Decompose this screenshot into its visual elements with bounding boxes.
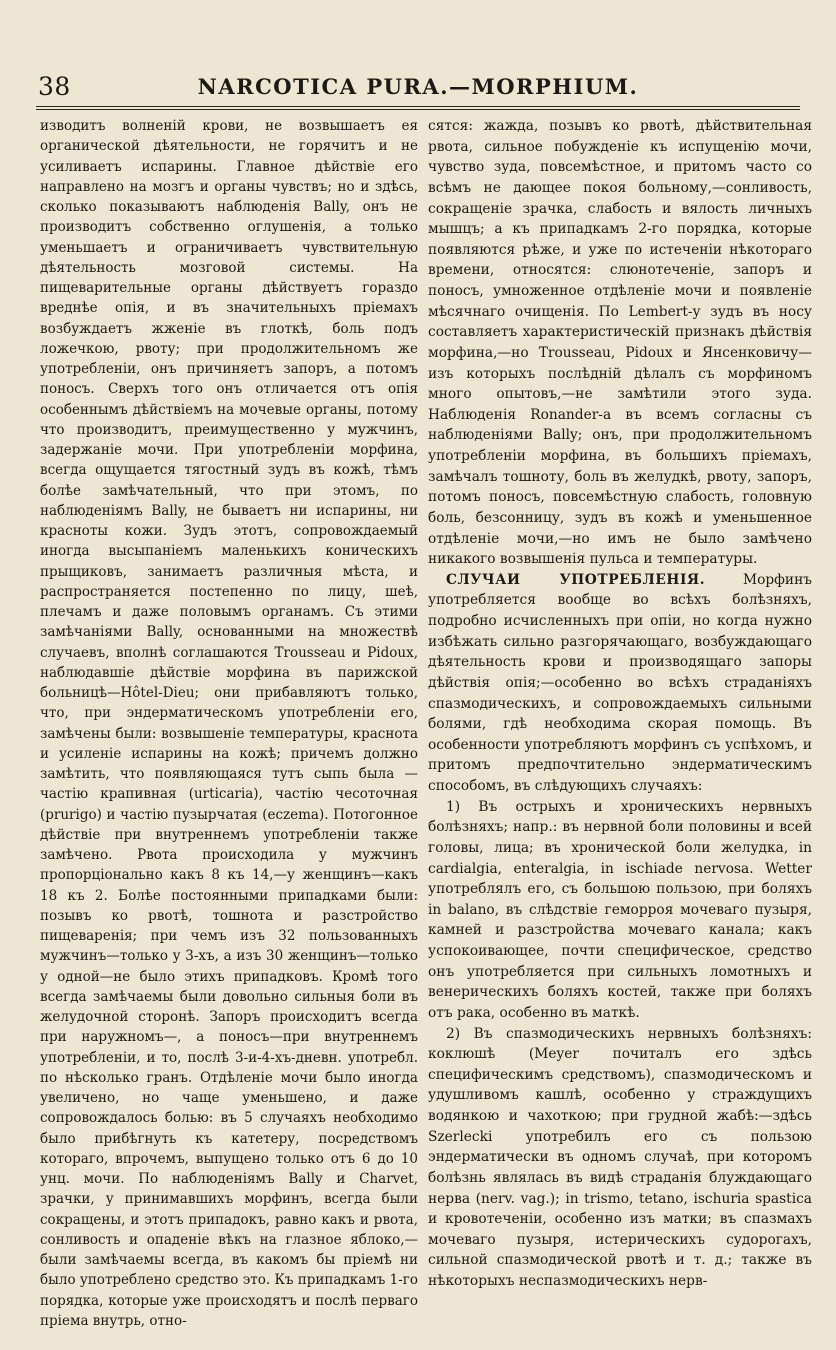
case-item-1: 1) Въ острыхъ и хроническихъ нервныхъ болѣзняхъ; напр.: въ нервной боли половины и всей головы, лица; въ хронической боли желудка, in cardialgia, enteralgia, in ischiade nervosa. Wetter употреблялъ его, съ большою пользою, при боляхъ in balano, въ слѣдствіе геморроя мочеваго пузыря, камней и разстройства мочеваго канала; какъ успокоивающее, почти специфическое, средство онъ употребляется при сильныхъ ломотныхъ и венерическихъ боляхъ костей, также при боляхъ отъ рака, особенно въ маткѣ.	[428, 798, 812, 1021]
left-column	[40, 116, 418, 1331]
case-item-2: 2) Въ спазмодическихъ нервныхъ болѣзняхъ: коклюшѣ (Meyer почиталъ его здѣсь специфическимъ средствомъ), спазмодическомъ и удушливомъ кашлѣ, особенно у страждущихъ водянкою и чахоткою; при грудной жабѣ:—здѣсь Szerlecki употребилъ его съ пользою эндерматически въ одномъ случаѣ, при которомъ болѣзнь являлась въ видѣ страданія блуждающаго нерва (nerv. vag.); in trismo, tetano, ischuria spastica и кровотеченіи, особенно изъ матки; въ спазмахъ мочеваго пузыря, истерическихъ судорогахъ, сильной спазмодической рвотѣ и т. д.; также въ нѣкоторыхъ неспазмодическихъ нерв-	[428, 1025, 812, 1289]
page-number: 38	[38, 72, 71, 101]
running-title: NARCOTICA PURA.—MORPHIUM.	[197, 74, 639, 99]
header-rule-thin	[36, 109, 800, 110]
right-column	[428, 116, 812, 1292]
section-heading: СЛУЧАИ УПОТРЕБЛЕНІЯ.	[446, 571, 706, 588]
left-column-text: изводитъ волненій крови, не возвышаетъ ея органической дѣятельности, не горячитъ и не усиливаетъ испарины. Главное дѣйствіе его направлено на мозгъ и органы чувствъ; но и здѣсь, сколько показываютъ наблюденія Bally, онъ не производитъ собственно оглушенія, а только уменьшаетъ и ограничиваетъ чувствительную дѣятельность мозговой системы. На пищеварительные органы дѣйствуетъ гораздо вреднѣе опія, и въ значительныхъ пріемахъ возбуждаетъ жженіе въ глоткѣ, боль подъ ложечкою, рвоту; при продолжительномъ же употребленіи, онъ причиняетъ запоръ, а потомъ поносъ. Сверхъ того онъ отличается отъ опія особеннымъ дѣйствіемъ на мочевые органы, потому что производитъ, преимущественно у мужчинъ, задержаніе мочи. При употребленіи морфина, всегда ощущается тягостный зудъ въ кожѣ, тѣмъ болѣе замѣчательный, что при этомъ, по наблюденіямъ Bally, не бываетъ ни испарины, ни красноты кожи. Зудъ этотъ, сопровождаемый иногда высыпаніемъ маленькихъ коническихъ прыщиковъ, занимаетъ различныя мѣста, и распространяется постепенно по лицу, шеѣ, плечамъ и даже половымъ органамъ. Съ этими замѣчаніями Bally, основанными на множествѣ случаевъ, вполнѣ соглашаются Trousseau и Pidoux, наблюдавшіе дѣйствіе морфина въ парижской больницѣ—Hôtel-Dieu; они прибавляютъ только, что, при эндерматическомъ употребленіи его, замѣчены были: возвышеніе температуры, краснота и усиленіе испарины на кожѣ; причемъ должно замѣтить, что появляющаяся тутъ сыпь была — частію крапивная (urticaria), частію чесоточная (prurigo) и частію пузырчатая (eczema). Потогонное дѣйствіе при внутреннемъ употребленіи также замѣчено. Рвота происходила у мужчинъ пропорціонально какъ 8 къ 14,—у женщинъ—какъ 18 къ 2. Болѣе постоянными припадками были: позывъ ко рвотѣ, тошнота и разстройство пищеваренія; при чемъ изъ 32 пользованныхъ мужчинъ—только у 3-хъ, а изъ 30 женщинъ—только у одной—не было этихъ припадковъ. Кромѣ того всегда замѣчаемы были довольно сильныя боли въ желудочной сторонѣ. Запоръ происходитъ всегда при наружномъ—, а поносъ—при внутреннемъ употребленіи, и то, послѣ 3-и-4-хъ-дневн. употребл. по нѣсколько гранъ. Отдѣленіе мочи было иногда увеличено, но чаще уменьшено, и даже сопровождалось болью: въ 5 случаяхъ необходимо было прибѣгнуть къ катетеру, посредствомъ котораго, впрочемъ, выпущено только отъ 6 до 10 унц. мочи. По наблюденіямъ Bally и Charvet, зрачки, у принимавшихъ морфинъ, всегда были сокращены, и этотъ припадокъ, равно какъ и рвота, сонливость и опаденіе вѣкъ на глазное яблоко,—были замѣчаемы всегда, въ какомъ бы пріемѣ ни было употреблено средство это. Къ припадкамъ 1-го порядка, которые уже происходятъ и послѣ перваго пріема внутрь, отно-	[40, 118, 418, 1329]
section-paragraph	[428, 570, 812, 797]
right-column-intro: сятся: жажда, позывъ ко рвотѣ, дѣйствительная рвота, сильное побужденіе къ испущенію мочи, чувство зуда, повсемѣстное, и притомъ часто со всѣмъ не дающее покоя больному,—сонливость, сокращеніе зрачка, слабость и вялость личныхъ мышцъ; а къ припадкамъ 2-го порядка, которые появляются рѣже, и уже по истеченіи нѣкотораго времени, относятся: слюнотеченіе, запоръ и поносъ, умноженное отдѣленіе мочи и появленіе мѣсячнаго очищенія. По Lembert-у зудъ въ носу составляетъ характеристическій признакъ дѣйствія морфина,—но Trousseau, Pidoux и Янсенковичу—изъ которыхъ послѣдній дѣлалъ съ морфиномъ много опытовъ,—не замѣтили этого зуда. Наблюденія Ronander-а въ всемъ согласны съ наблюденіями Bally; онъ, при продолжительномъ употребленіи морфина, въ большихъ пріемахъ, замѣчалъ тошноту, боль въ желудкѣ, рвоту, запоръ, потомъ поносъ, повсемѣстную слабость, головную боль, безсонницу, зудъ въ кожѣ и уменьшенное отдѣленіе мочи,—но имъ не было замѣчено никакого возвышенія пульса и температуры.	[428, 118, 812, 568]
header-rule	[36, 106, 800, 107]
section-text: Морфинъ употребляется вообще во всѣхъ болѣзняхъ, подробно исчисленныхъ при опіи, но когда нужно избѣжать сильно разгорячающаго, возбуждающаго дѣятельность крови и производящаго запоры дѣйствія опія;—особенно во всѣхъ страданіяхъ спазмодическихъ, и сопровождаемыхъ сильными болями, гдѣ необходима скорая помощь. Въ особенности употребляютъ морфинъ съ успѣхомъ, и притомъ предпочтительно эндерматическимъ способомъ, въ слѣдующихъ случаяхъ:	[428, 571, 812, 794]
